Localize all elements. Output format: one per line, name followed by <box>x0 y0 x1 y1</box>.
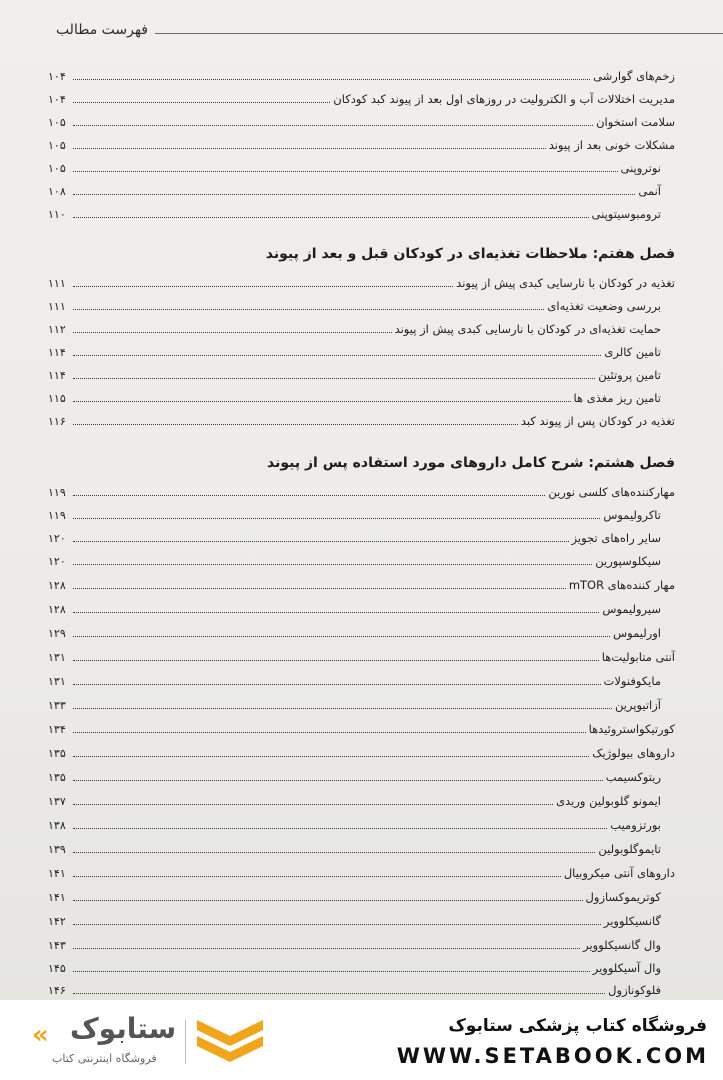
page-number: ۱۲۰ <box>48 532 66 545</box>
page-number: ۱۴۵ <box>48 962 66 975</box>
page-number: ۱۱۱ <box>48 277 66 290</box>
toc-entry[interactable]: سیرولیموس ۱۲۸ <box>48 602 661 616</box>
page-number: ۱۰۵ <box>48 162 66 175</box>
toc-entry[interactable]: بورتزومیب ۱۳۸ <box>48 818 661 832</box>
dot-leader <box>73 992 605 994</box>
toc-entry[interactable]: ترومبوسیتوپنی ۱۱۰ <box>48 207 661 221</box>
dot-leader <box>73 285 453 287</box>
dot-leader <box>73 147 546 149</box>
dot-leader <box>73 494 545 496</box>
header-rule <box>155 33 723 34</box>
page-number: ۱۳۸ <box>48 819 66 832</box>
toc-entry[interactable]: مایکوفنولات ۱۳۱ <box>48 674 661 688</box>
toc-entry[interactable]: ایمونو گلوبولین وریدی ۱۳۷ <box>48 794 661 808</box>
toc-entry[interactable]: مهار کننده‌های mTOR ۱۲۸ <box>48 578 675 592</box>
store-footer <box>0 1000 723 1080</box>
dot-leader <box>73 308 544 310</box>
toc-entry[interactable]: تامین ریز مغذی ها ۱۱۵ <box>48 391 661 405</box>
toc-entry[interactable]: مهارکننده‌های کلسی نورین ۱۱۹ <box>48 485 675 499</box>
dot-leader <box>73 659 599 661</box>
page-number: ۱۰۸ <box>48 185 66 198</box>
dot-leader <box>73 517 600 519</box>
dot-leader <box>73 331 392 333</box>
page-number: ۱۱۱ <box>48 300 66 313</box>
dot-leader <box>73 970 590 972</box>
dot-leader <box>73 216 589 218</box>
dot-leader <box>73 611 599 613</box>
page-number: ۱۱۲ <box>48 323 66 336</box>
page-number: ۱۱۴ <box>48 346 66 359</box>
chapter-heading[interactable]: فصل هفتم: ملاحظات تغذیه‌ای در کودکان قبل و بعد از پیوند <box>265 246 675 262</box>
toc-entry[interactable]: فلوکونازول ۱۴۶ <box>48 983 661 997</box>
toc-entry[interactable]: وال آسیکلوویر ۱۴۵ <box>48 961 661 975</box>
dot-leader <box>73 540 569 542</box>
dot-leader <box>73 78 590 80</box>
dot-leader <box>73 827 607 829</box>
page-header <box>0 18 723 46</box>
toc-entry[interactable]: مشکلات خونی بعد از پیوند ۱۰۵ <box>48 138 675 152</box>
toc-entry[interactable]: تاکرولیموس ۱۱۹ <box>48 508 661 522</box>
logo-divider <box>185 1020 186 1064</box>
book-chevron-icon <box>195 1014 265 1066</box>
toc-entry[interactable]: تایموگلوبولین ۱۳۹ <box>48 842 661 856</box>
page-number: ۱۳۵ <box>48 747 66 760</box>
toc-entry[interactable]: کوتریموکسازول ۱۴۱ <box>48 890 661 904</box>
toc-entry[interactable]: سایر راه‌های تجویز ۱۲۰ <box>48 531 661 545</box>
dot-leader <box>73 683 601 685</box>
toc-entry[interactable]: کورتیکواستروئیدها ۱۳۴ <box>48 722 675 736</box>
page-number: ۱۲۹ <box>48 627 66 640</box>
page-number: ۱۲۰ <box>48 555 66 568</box>
chapter-heading[interactable]: فصل هشتم: شرح کامل داروهای مورد استفاده پس از پیوند <box>267 455 675 471</box>
dot-leader <box>73 170 618 172</box>
toc-entry[interactable]: تغذیه در کودکان با نارسایی کبدی پیش از پیوند ۱۱۱ <box>48 276 675 290</box>
page-number: ۱۰۴ <box>48 93 66 106</box>
dot-leader <box>73 587 566 589</box>
page-number: ۱۴۱ <box>48 867 66 880</box>
logo-tagline: فروشگاه اینترنتی کتاب <box>52 1052 157 1065</box>
toc-entry[interactable]: آنتی متابولیت‌ها ۱۳۱ <box>48 650 675 664</box>
page-number: ۱۳۵ <box>48 771 66 784</box>
toc-entry[interactable]: داروهای آنتی میکروبیال ۱۴۱ <box>48 866 675 880</box>
dot-leader <box>73 899 583 901</box>
dot-leader <box>73 193 635 195</box>
toc-entry[interactable]: آزاتیوپرین ۱۳۳ <box>48 698 661 712</box>
page-number: ۱۳۳ <box>48 699 66 712</box>
toc-entry[interactable]: حمایت تغذیه‌ای در کودکان با نارسایی کبدی پیش از پیوند ۱۱۲ <box>48 322 661 336</box>
toc-entry[interactable]: آنمی ۱۰۸ <box>48 184 661 198</box>
page-number: ۱۰۴ <box>48 70 66 83</box>
page-number: ۱۴۱ <box>48 891 66 904</box>
dot-leader <box>73 400 571 402</box>
page-number: ۱۲۸ <box>48 579 66 592</box>
page-number: ۱۳۴ <box>48 723 66 736</box>
store-url[interactable]: WWW.SETABOOK.COM <box>396 1044 709 1068</box>
toc-entry[interactable]: تامین پروتئین ۱۱۴ <box>48 368 661 382</box>
dot-leader <box>73 755 589 757</box>
dot-leader <box>73 354 601 356</box>
dot-leader <box>73 423 518 425</box>
page-number: ۱۰۵ <box>48 139 66 152</box>
dot-leader <box>73 563 592 565</box>
toc-entry[interactable]: تغذیه در کودکان پس از پیوند کبد ۱۱۶ <box>48 414 675 428</box>
toc-entry[interactable]: اورلیموس ۱۲۹ <box>48 626 661 640</box>
page-number: ۱۴۲ <box>48 915 66 928</box>
page-number: ۱۳۷ <box>48 795 66 808</box>
page-number: ۱۱۰ <box>48 208 66 221</box>
page-number: ۱۰۵ <box>48 116 66 129</box>
double-chevron-icon: « <box>32 1020 49 1050</box>
page-number: ۱۳۹ <box>48 843 66 856</box>
toc-entry[interactable]: مدیریت اختلالات آب و الکترولیت در روزهای اول بعد از پیوند کبد کودکان ۱۰۴ <box>48 92 675 106</box>
dot-leader <box>73 851 595 853</box>
toc-entry[interactable]: گانسیکلوویر ۱۴۲ <box>48 914 661 928</box>
toc-entry[interactable]: سیکلوسپورین ۱۲۰ <box>48 554 661 568</box>
dot-leader <box>73 731 586 733</box>
store-name: فروشگاه کتاب پزشکی ستابوک <box>448 1016 707 1036</box>
page-number: ۱۳۱ <box>48 675 66 688</box>
dot-leader <box>73 923 601 925</box>
page-number: ۱۱۵ <box>48 392 66 405</box>
toc-entry[interactable]: زخم‌های گوارشی ۱۰۴ <box>48 69 675 83</box>
page-number: ۱۴۶ <box>48 984 66 997</box>
dot-leader <box>73 124 593 126</box>
dot-leader <box>73 779 603 781</box>
header-title: فهرست مطالب <box>55 22 148 38</box>
toc-entry[interactable]: سلامت استخوان ۱۰۵ <box>48 115 675 129</box>
page-number: ۱۴۳ <box>48 939 66 952</box>
dot-leader <box>73 947 580 949</box>
toc-entry[interactable]: وال گانسیکلوویر ۱۴۳ <box>48 938 661 952</box>
logo-text: ستابوک <box>70 1012 177 1045</box>
page-number: ۱۲۸ <box>48 603 66 616</box>
dot-leader <box>73 377 595 379</box>
toc-entry[interactable]: نوتروپنی ۱۰۵ <box>48 161 661 175</box>
page-number: ۱۳۱ <box>48 651 66 664</box>
toc-entry[interactable]: بررسی وضعیت تغذیه‌ای ۱۱۱ <box>48 299 661 313</box>
page-number: ۱۱۹ <box>48 509 66 522</box>
page-number: ۱۱۶ <box>48 415 66 428</box>
dot-leader <box>73 101 330 103</box>
toc-entry[interactable]: تامین کالری ۱۱۴ <box>48 345 661 359</box>
toc-entry[interactable]: داروهای بیولوژیک ۱۳۵ <box>48 746 675 760</box>
dot-leader <box>73 635 610 637</box>
page-number: ۱۱۹ <box>48 486 66 499</box>
page-number: ۱۱۴ <box>48 369 66 382</box>
dot-leader <box>73 803 553 805</box>
dot-leader <box>73 875 561 877</box>
toc-entry[interactable]: ریتوکسیمب ۱۳۵ <box>48 770 661 784</box>
dot-leader <box>73 707 612 709</box>
